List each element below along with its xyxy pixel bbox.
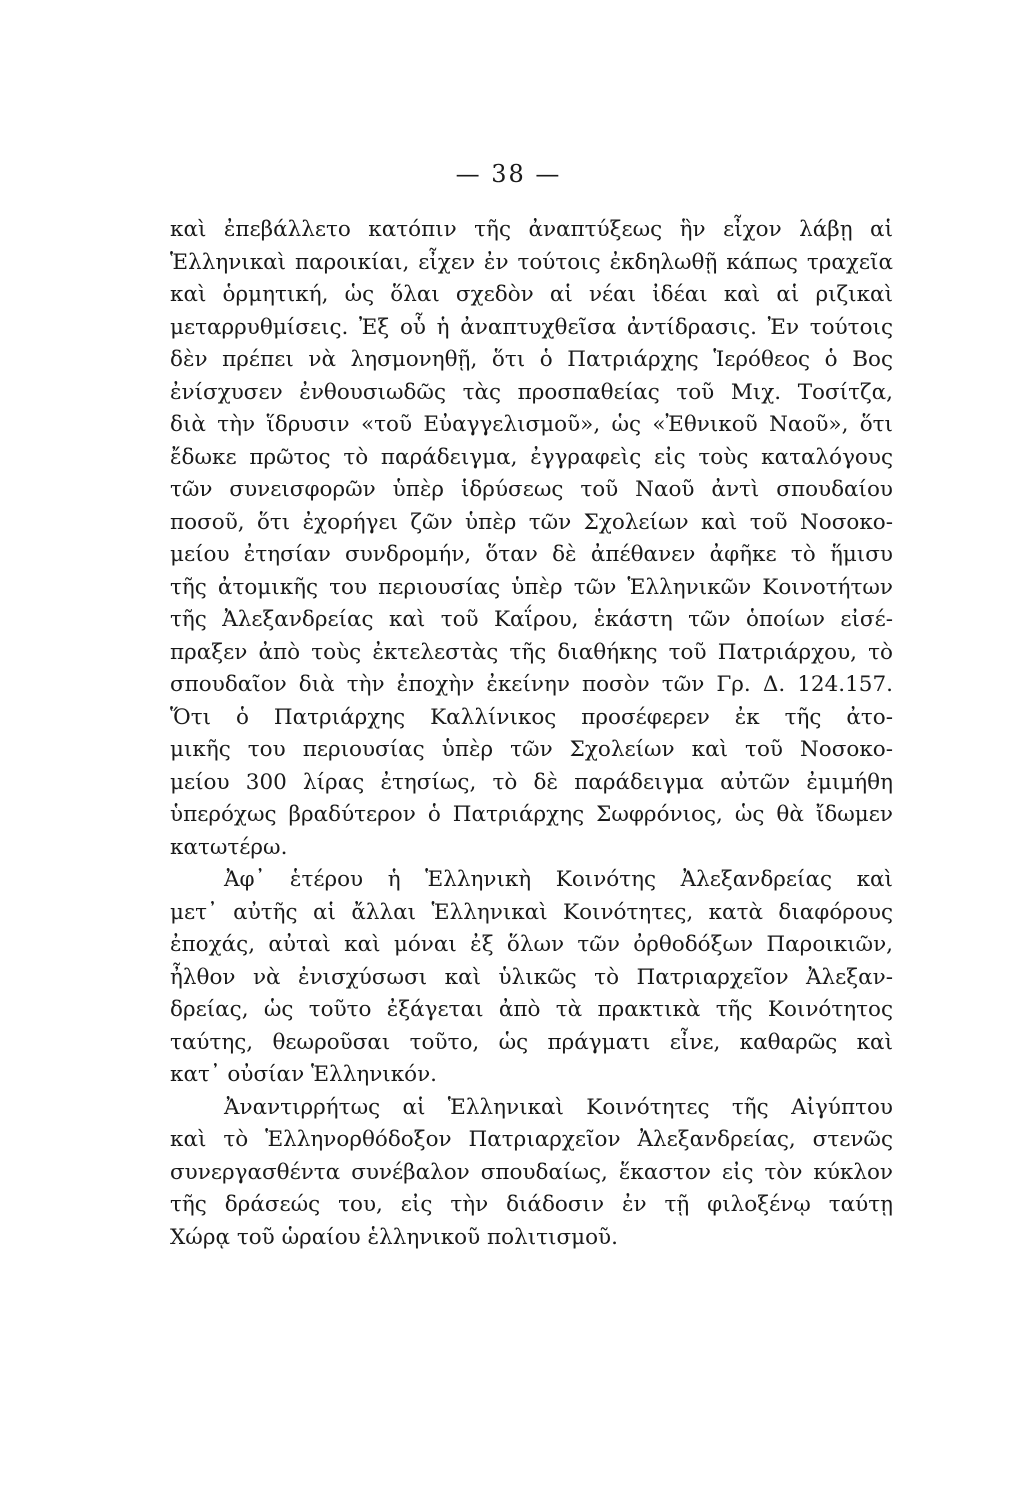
text-line: ἔδωκε πρῶτος τὸ παράδειγμα, ἐγγραφεὶς εἰς τοὺς καταλόγους bbox=[170, 444, 893, 470]
text-line: μείου 300 λίρας ἐτησίως, τὸ δὲ παράδειγμα αὐτῶν ἐμιμήθη bbox=[170, 769, 893, 795]
text-line: καὶ ὁρμητική, ὡς ὅλαι σχεδὸν αἱ νέαι ἰδέαι καὶ αἱ ριζικαὶ bbox=[170, 282, 893, 307]
text-line: συνεργασθέντα συνέβαλον σπουδαίως, ἕκαστον εἰς τὸν κύκλον bbox=[170, 1159, 893, 1185]
text-line: κατ᾿ οὐσίαν Ἑλληνικόν. bbox=[170, 1062, 437, 1087]
text-line: ἐνίσχυσεν ἐνθουσιωδῶς τὰς προσπαθείας τοῦ Μιχ. Τοσίτζα, bbox=[170, 379, 893, 405]
text-line: μικῆς του περιουσίας ὑπὲρ τῶν Σχολείων καὶ τοῦ Νοσοκο- bbox=[170, 737, 893, 762]
body-text bbox=[170, 214, 893, 1254]
text-line: τῆς δράσεώς του, εἰς τὴν διάδοσιν ἐν τῇ φιλοξένῳ ταύτῃ bbox=[170, 1192, 893, 1217]
paragraph bbox=[170, 1092, 893, 1255]
text-line: μείου ἐτησίαν συνδρομήν, ὅταν δὲ ἀπέθανεν ἀφῆκε τὸ ἥμισυ bbox=[170, 542, 893, 567]
text-line: Χώρᾳ τοῦ ὡραίου ἑλληνικοῦ πολιτισμοῦ. bbox=[170, 1224, 618, 1250]
page-number: — 38 — bbox=[455, 160, 562, 188]
text-line: τῆς ἀτομικῆς του περιουσίας ὑπὲρ τῶν Ἑλληνικῶν Κοινοτήτων bbox=[170, 574, 893, 600]
text-line: διὰ τὴν ἵδρυσιν «τοῦ Εὐαγγελισμοῦ», ὡς «Ἐθνικοῦ Ναοῦ», ὅτι bbox=[170, 412, 893, 437]
paragraph bbox=[170, 864, 893, 1092]
text-line: τῶν συνεισφορῶν ὑπὲρ ἱδρύσεως τοῦ Ναοῦ ἀντὶ σπουδαίου bbox=[170, 477, 893, 502]
text-line: δὲν πρέπει νὰ λησμονηθῇ, ὅτι ὁ Πατριάρχης Ἱερόθεος ὁ Βος bbox=[170, 347, 893, 372]
text-line: σπουδαῖον διὰ τὴν ἐποχὴν ἐκείνην ποσὸν τῶν Γρ. Δ. 124.157. bbox=[170, 672, 893, 697]
paragraph bbox=[170, 214, 893, 864]
text-line: ὑπερόχως βραδύτερον ὁ Πατριάρχης Σωφρόνιος, ὡς θὰ ἴδωμεν bbox=[170, 802, 893, 827]
text-line: ποσοῦ, ὅτι ἐχορήγει ζῶν ὑπὲρ τῶν Σχολείων καὶ τοῦ Νοσοκο- bbox=[170, 509, 893, 535]
text-line: δρείας, ὡς τοῦτο ἐξάγεται ἀπὸ τὰ πρακτικὰ τῆς Κοινότητος bbox=[170, 997, 893, 1022]
text-line: Ὅτι ὁ Πατριάρχης Καλλίνικος προσέφερεν ἐκ τῆς ἀτο- bbox=[170, 704, 893, 730]
text-line: καὶ τὸ Ἑλληνορθόδοξον Πατριαρχεῖον Ἀλεξανδρείας, στενῶς bbox=[170, 1127, 893, 1152]
text-line: κατωτέρω. bbox=[170, 834, 288, 860]
text-line: ταύτης, θεωροῦσαι τοῦτο, ὡς πράγματι εἶνε, καθαρῶς καὶ bbox=[170, 1029, 893, 1055]
text-line: μετ᾿ αὐτῆς αἱ ἄλλαι Ἑλληνικαὶ Κοινότητες, κατὰ διαφόρους bbox=[170, 899, 893, 925]
text-line: ἦλθον νὰ ἐνισχύσωσι καὶ ὑλικῶς τὸ Πατριαρχεῖον Ἀλεξαν- bbox=[170, 964, 893, 990]
text-line: Ἑλληνικαὶ παροικίαι, εἶχεν ἐν τούτοις ἐκδηλωθῇ κάπως τραχεῖα bbox=[170, 249, 893, 275]
text-line: Ἀναντιρρήτως αἱ Ἑλληνικαὶ Κοινότητες τῆς Αἰγύπτου bbox=[224, 1094, 893, 1120]
text-line: καὶ ἐπεβάλλετο κατόπιν τῆς ἀναπτύξεως ἣν εἶχον λάβῃ αἱ bbox=[170, 217, 893, 242]
text-line: πραξεν ἀπὸ τοὺς ἐκτελεστὰς τῆς διαθήκης τοῦ Πατριάρχου, τὸ bbox=[170, 639, 893, 665]
text-line: τῆς Ἀλεξανδρείας καὶ τοῦ Καΐρου, ἑκάστη τῶν ὁποίων εἰσέ- bbox=[170, 607, 893, 632]
text-line: ἐποχάς, αὐταὶ καὶ μόναι ἐξ ὅλων τῶν ὀρθοδόξων Παροικιῶν, bbox=[170, 932, 893, 957]
text-line: Ἀφ᾿ ἑτέρου ἡ Ἑλληνικὴ Κοινότης Ἀλεξανδρείας καὶ bbox=[224, 867, 893, 892]
text-line: μεταρρυθμίσεις. Ἐξ οὗ ἡ ἀναπτυχθεῖσα ἀντίδρασις. Ἐν τούτοις bbox=[170, 314, 893, 340]
